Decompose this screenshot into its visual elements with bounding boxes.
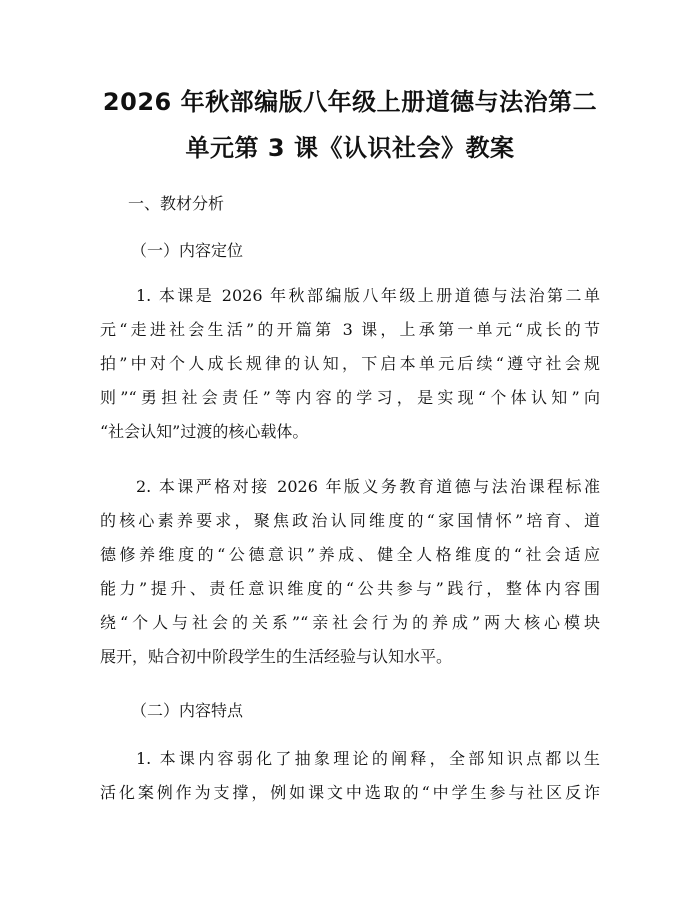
paragraph-features-1 (100, 742, 600, 810)
paragraph-line: 的核心素养要求，聚焦政治认同维度的“家国情怀”培育、道 (100, 511, 600, 530)
subsection-heading-content-positioning: （一）内容定位 (131, 241, 244, 260)
paragraph-line: 能力”提升、责任意识维度的“公共参与”践行，整体内容围 (100, 579, 600, 598)
paragraph-positioning-1 (100, 279, 600, 449)
paragraph-line: 元“走进社会生活”的开篇第 3 课，上承第一单元“成长的节 (100, 320, 600, 339)
paragraph-line: 绕“个人与社会的关系”“亲社会行为的养成”两大核心模块 (100, 613, 600, 632)
paragraph-line: 展开，贴合初中阶段学生的生活经验与认知水平。 (100, 647, 453, 666)
paragraph-positioning-2 (100, 470, 600, 674)
paragraph-line: 拍”中对个人成长规律的认知，下启本单元后续“遵守社会规 (100, 354, 600, 373)
paragraph-line: 2. 本课严格对接 2026 年版义务教育道德与法治课程标准 (136, 477, 600, 496)
section-heading-textbook-analysis: 一、教材分析 (128, 194, 225, 213)
document-title-line-1: 2026 年秋部编版八年级上册道德与法治第二 (102, 88, 598, 116)
paragraph-line: 则”“勇担社会责任”等内容的学习，是实现“个体认知”向 (100, 388, 600, 407)
subsection-heading-content-features: （二）内容特点 (131, 701, 244, 720)
paragraph-line: 1. 本课内容弱化了抽象理论的阐释，全部知识点都以生 (136, 749, 600, 768)
paragraph-line: 1. 本课是 2026 年秋部编版八年级上册道德与法治第二单 (136, 286, 600, 305)
paragraph-line: 德修养维度的“公德意识”养成、健全人格维度的“社会适应 (100, 545, 600, 564)
paragraph-line: 活化案例作为支撑，例如课文中选取的“中学生参与社区反诈 (100, 783, 600, 802)
paragraph-line: “社会认知”过渡的核心载体。 (100, 422, 309, 441)
document-title-line-2: 单元第 3 课《认识社会》教案 (185, 134, 515, 162)
